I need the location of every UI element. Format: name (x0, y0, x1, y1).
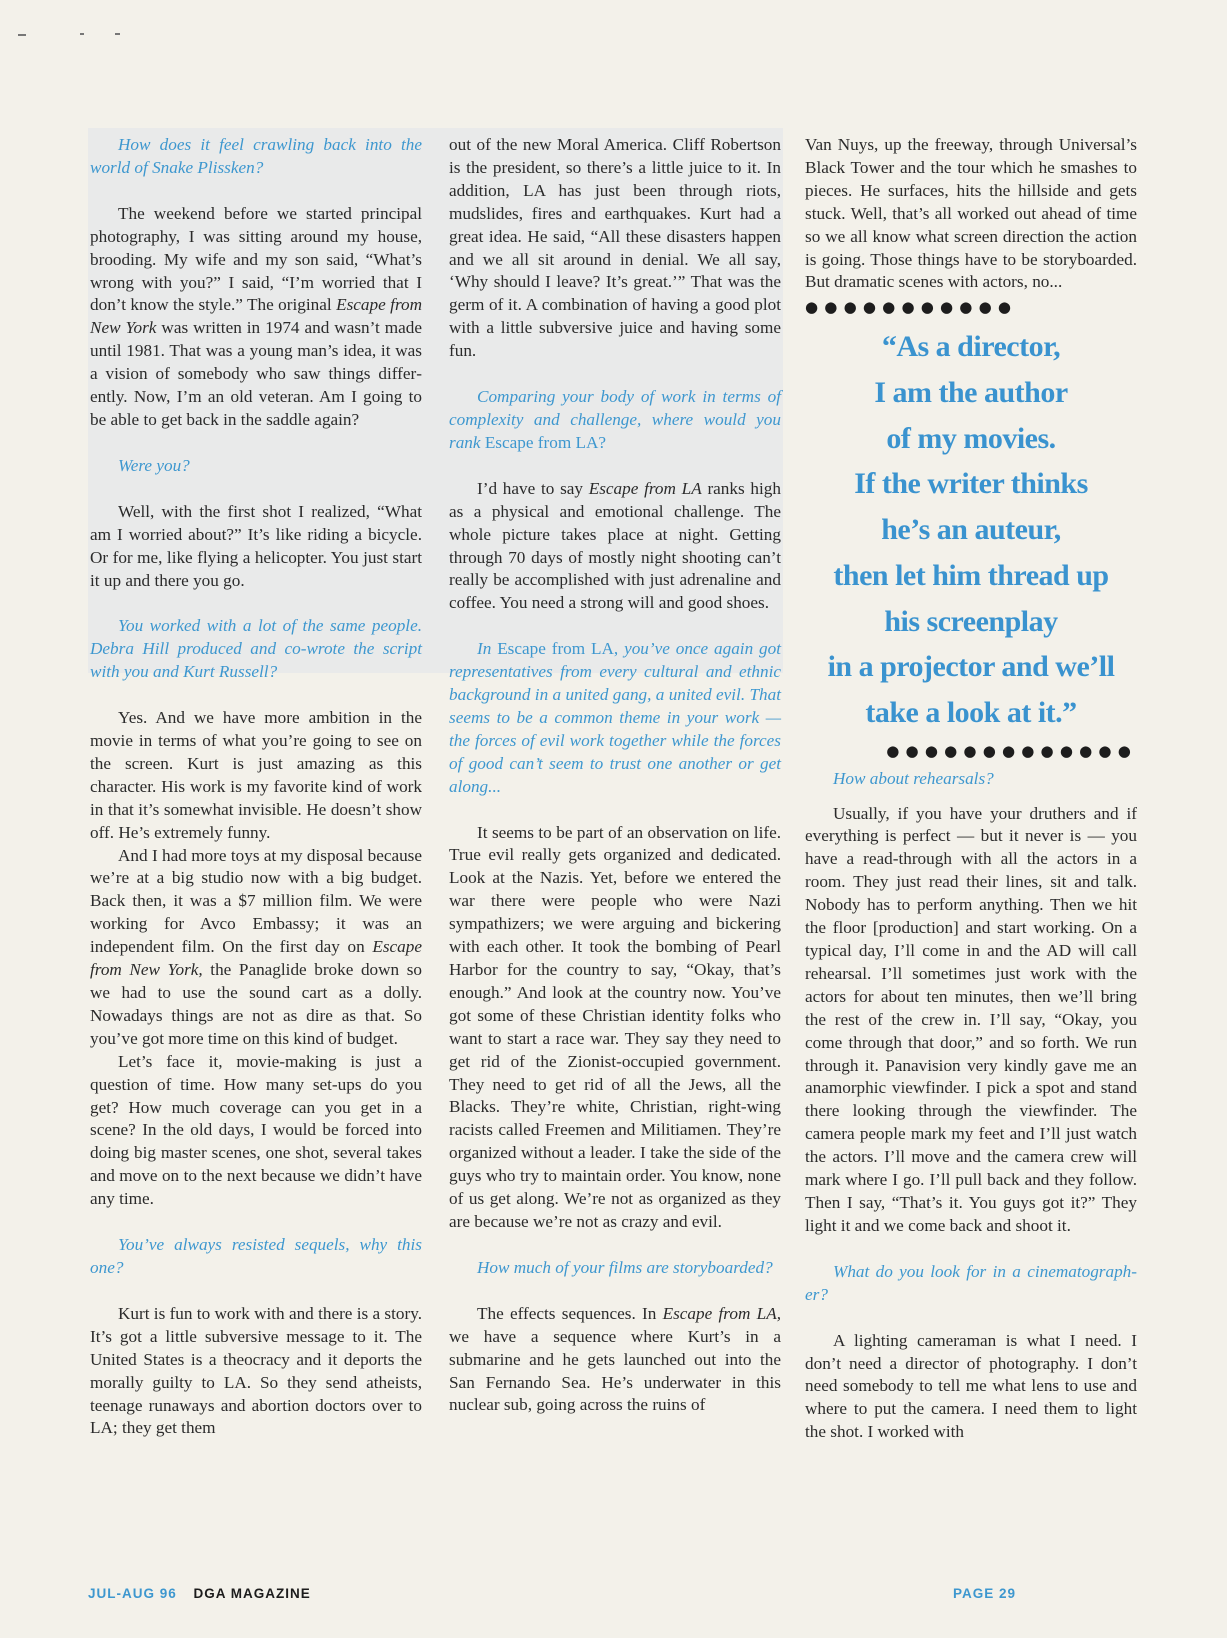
interview-answer: The weekend before we started principal photography, I was sitting around my house, brooding. My wife and my son said, “What’s wrong with you?” I said, “I’m worried that I don’t know the style.” The original Escape from New York was written in 1974 and wasn’t made until 1981. That was a young man’s idea, it was a vision of somebody who saw things differently. Now, I’m an old veteran. Am I going to be able to get back in the saddle again? (90, 203, 423, 429)
film-title: Escape from LA, (662, 1303, 781, 1323)
article-column-1 (90, 134, 422, 1440)
interview-answer: A lighting cameraman is what I need. I don’t need a director of photography. I don’t need somebody to tell me what lens to use and where to put the camera. I need them to light the shot. I worked with (805, 1330, 1137, 1442)
magazine-name: DGA MAGAZINE (193, 1586, 311, 1601)
scan-mark (18, 34, 26, 36)
scan-mark (80, 33, 84, 35)
dot-rule-top: ●●●●●●●●●●● (805, 298, 1018, 317)
interview-answer-continued: out of the new Moral America. Cliff Robertson is the president, so there’s a little juice to it. In addition, LA has just been through riots, mudslides, fires and earthquakes. Kurt had a great idea. He said, “All these disasters happen and we all sit around in denial. We all say, ‘Why should I leave? It’s great.’” That was the germ of it. A combination of having a good plot with a little subversive juice and having some fun. (449, 135, 781, 361)
film-title: Escape from New York (90, 295, 423, 338)
interview-question: Were you? (118, 455, 190, 475)
pull-quote-line: “As a director, (881, 330, 1061, 364)
pull-quote-line: I am the author (874, 376, 1068, 410)
pull-quote (805, 324, 1137, 735)
interview-answer: Yes. And we have more ambition in the movie in terms of what you’re going to see on the screen. Kurt is just amazing as this character. His work is my favorite kind of work in that it’s somewhat invisible. He doesn’t show off. He’s extremely funny. (90, 708, 422, 842)
pull-quote-line: then let him thread up (833, 558, 1109, 592)
interview-question: You’ve always resisted sequels, why this one? (90, 1235, 422, 1277)
pull-quote-line: he’s an auteur, (881, 513, 1061, 547)
interview-question: In Escape from LA, you’ve once again got representatives from every cultural and ethnic background in a united gang, a united evil. That seems to be a common theme in your work — the forces of evil work together while the forces of good can’t seem to trust one another or get along... (449, 639, 781, 796)
pull-quote-line: his screenplay (884, 604, 1058, 638)
interview-answer: Usually, if you have your druthers and if everything is perfect — but it never is — you have a read-through with all the actors in a room. They just read their lines, sit and talk. Nobody has to perform anything. Then we hit the floor [production] and start working. On a typical day, I’ll come in and the AD will call rehearsal. I’ll sometimes just work with the actors for about ten minutes, then we’ll bring the rest of the crew in. I’ll say, “Okay, you come through that door,” and so forth. We run through it. Panavision very kindly gave me an anamorphic viewfinder. I pick a spot and stand there looking through the viewfinder. The camera people mark my feet and I’ll just watch the actors. I’ll move and the camera crew will mark where I go. I’ll pull back and they follow. Then I say, “That’s it. You guys got it?” They light it and we come back and shoot it. (805, 803, 1137, 1235)
pull-quote-line: If the writer thinks (854, 467, 1088, 501)
page-number: PAGE 29 (953, 1586, 1017, 1601)
interview-answer: Kurt is fun to work with and there is a story. It’s got a little subversive message to it. The United States is a theocracy and it deports the morally guilty to LA. So they send atheists, teenage runaways and abortion doctors over to LA; they get them (90, 1303, 422, 1438)
dot-rule-bottom: ●●●●●●●●●●●●● (886, 741, 1137, 760)
interview-answer: Well, with the first shot I realized, “What am I worried about?” It’s like riding a bicycle. Or for me, like flying a helicopter. You just start it up and there you go. (90, 501, 422, 590)
article-column-2 (449, 134, 781, 1417)
interview-question: How about rehearsals? (833, 768, 994, 788)
film-title: Escape from LA? (484, 432, 607, 452)
page-footer-left (88, 1586, 311, 1601)
film-title: Escape from New York, (90, 937, 422, 980)
interview-answer: And I had more toys at my disposal because we’re at a big studio now with a big budget. Back then, it was a $7 million film. We were working for Avco Embassy; it was an independent film. On the first day on Escape from New York, the Panaglide broke down so we had to use the sound cart as a dolly. Nowadays things are not as dire as that. So you’ve got more time on this kind of budget. (90, 845, 422, 1048)
interview-answer-continued: Van Nuys, up the freeway, through Universal’s Black Tower and the tour which he smashes to pieces. He surfaces, hits the hillside and gets stuck. Well, that’s all worked out ahead of time so we all know what screen direction the action is going. Those things have to be storyboarded. But dramatic scenes with actors, no... (805, 135, 1137, 292)
interview-answer: The effects sequences. In Escape from LA, we have a sequence where Kurt’s in a submarine and he gets launched out into the San Fernando Sea. He’s underwater in this nuclear sub, going across the ruins of (449, 1303, 781, 1415)
interview-answer: It seems to be part of an observation on life. True evil really gets organized and dedicated. Look at the Nazis. Yet, before we entered the war there were people who were Nazi sympathizers; we were arguing and bickering with each other. It took the bombing of Pearl Harbor for the country to say, “Okay, that’s enough.” And look at the country now. You’ve got some of these Christian identity folks who want to start a race war. They say they need to get rid of the Zionist-occupied government. They need to get rid of all the Jews, all the Blacks. They’re white, Christian, right-wing racists called Freemen and Militiamen. They’re organized without a leader. I take the side of the guys who try to maintain order. You know, none of us get along. We’re not as organized as they are because we’re not as crazy and evil. (449, 822, 781, 1231)
interview-answer: I’d have to say Escape from LA ranks high as a physical and emotional challenge. The whole picture takes place at night. Getting through 70 days of mostly night shooting can’t really be accomplished with just adrenaline and coffee. You need a strong will and good shoes. (449, 478, 781, 613)
interview-question: How does it feel crawling back into the world of Snake Plissken? (90, 135, 422, 177)
film-title: Escape from LA, (497, 639, 619, 659)
interview-question: What do you look for in a cinematographer? (805, 1261, 1137, 1304)
interview-question: Comparing your body of work in terms of complexity and challenge, where would you rank Escape from LA? (449, 387, 781, 452)
issue-date: JUL-AUG 96 (88, 1586, 177, 1601)
pull-quote-line: in a projector and we’ll (827, 650, 1115, 684)
interview-question: How much of your films are storyboarded? (477, 1257, 773, 1277)
film-title: Escape from LA (588, 478, 702, 498)
interview-answer: Let’s face it, movie-making is just a question of time. How many set-ups do you get? How much coverage can you get in a scene? In the old days, I would be forced into doing big master scenes, one shot, several takes and move on to the next because we didn’t have any time. (90, 1051, 422, 1209)
article-column-3 (805, 134, 1137, 1444)
scan-mark (115, 33, 120, 35)
pull-quote-line: of my movies. (886, 421, 1056, 455)
interview-question: You worked with a lot of the same people. Debra Hill produced and co-wrote the script with you and Kurt Russell? (90, 616, 422, 682)
pull-quote-line: take a look at it.” (865, 695, 1077, 729)
